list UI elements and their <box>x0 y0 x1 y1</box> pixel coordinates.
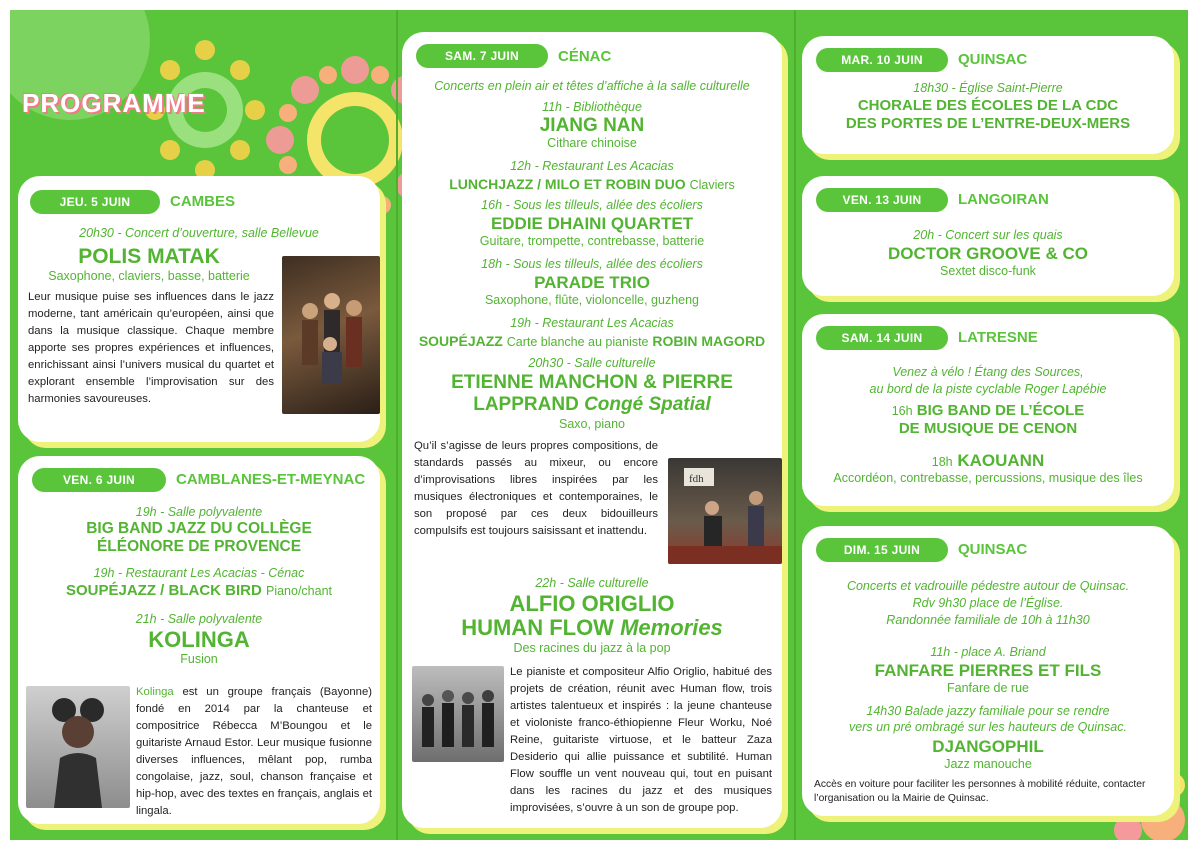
date-badge: SAM. 7 JUIN <box>416 44 548 68</box>
page-title: PROGRAMME <box>22 88 206 118</box>
date-badge: DIM. 15 JUIN <box>816 538 948 562</box>
artist-extra: Claviers <box>689 178 735 192</box>
event-time: 16h <box>891 404 913 418</box>
event-time: 18h30 - Église Saint-Pierre <box>913 81 1063 95</box>
event-time: 11h - Bibliothèque <box>542 100 642 114</box>
date-badge: SAM. 14 JUIN <box>816 326 948 350</box>
band-photo <box>412 666 504 762</box>
photo-sign: fdh <box>689 473 704 485</box>
artist-name-text: LUNCHJAZZ / MILO ET ROBIN DUO <box>449 176 686 192</box>
artist-name <box>18 520 380 556</box>
venue-town: LATRESNE <box>958 329 1038 346</box>
artist-name <box>802 402 1174 438</box>
genre: Sextet disco-funk <box>940 264 1036 278</box>
event-time: 19h - Restaurant Les Acacias - Cénac <box>93 566 305 580</box>
artist-name: DOCTOR GROOVE & CO <box>888 244 1088 263</box>
event-intro: Concerts en plein air et têtes d’affiche à la salle culturelle <box>434 79 750 93</box>
artist-name: KOLINGA <box>148 627 250 652</box>
artist-name-line: DES PORTES DE L’ENTRE-DEUX-MERS <box>845 115 1131 132</box>
project-name: Congé Spatial <box>584 394 711 415</box>
event-time: 20h30 - Concert d’ouverture, salle Bellevue <box>79 226 319 240</box>
event-intro <box>802 364 1174 398</box>
venue-town: QUINSAC <box>958 51 1028 68</box>
genre: Fusion <box>180 652 218 666</box>
event-description: Leur musique puise ses influences dans le jazz moderne, tant américain qu’européen, ainsi que dans la musique classique. Chaque membre apporte ses propres expériences et influences, enrichissant ainsi l’univers musical du quartet et explorant ensemble l’improvisation sur des harmonies savoureuses. <box>28 291 274 405</box>
event-card-ven6 <box>18 456 380 824</box>
access-note: Accès en voiture pour faciliter les personnes à mobilité réduite, contacter l’organisation ou la Mairie de Quinsac. <box>814 779 1146 804</box>
artist-name: PARADE TRIO <box>534 273 650 292</box>
event-time: 21h - Salle polyvalente <box>135 612 263 626</box>
duo-photo <box>668 458 782 564</box>
artist-name: DJANGOPHIL <box>932 737 1044 756</box>
event-time: 11h - place A. Briand <box>930 645 1046 659</box>
event-time: 19h - Salle polyvalente <box>135 505 263 519</box>
intro-line: Concerts et vadrouille pédestre autour de Quinsac. <box>846 579 1130 593</box>
event-time: 20h - Concert sur les quais <box>913 228 1063 242</box>
programme-sheet <box>10 10 1188 840</box>
artist-name-line: LAPPRAND <box>473 394 579 415</box>
artist-name <box>18 582 380 600</box>
artist-name-line: BIG BAND DE L’ÉCOLE <box>916 402 1085 419</box>
time-line: vers un pré ombragé sur les hauteurs de Quinsac. <box>849 720 1127 734</box>
artist-name: POLIS MATAK <box>78 245 220 268</box>
artist-name-line: DE MUSIQUE DE CENON <box>898 420 1078 437</box>
artist-photo <box>26 686 130 808</box>
artist-extra: Piano/chant <box>265 584 333 598</box>
artist-name: JIANG NAN <box>539 115 645 136</box>
date-badge: VEN. 6 JUIN <box>32 468 166 492</box>
artist-name-line: HUMAN FLOW <box>461 615 614 640</box>
artist-name <box>402 332 782 351</box>
venue-town: LANGOIRAN <box>958 191 1049 208</box>
artist-name-line: CHORALE DES ÉCOLES DE LA CDC <box>857 97 1119 114</box>
artist-name-text: ROBIN MAGORD <box>652 333 766 349</box>
artist-name-text: SOUPÉJAZZ <box>418 333 503 349</box>
event-card-sam14 <box>802 314 1174 506</box>
event-description: Le pianiste et compositeur Alfio Origlio, habitué des projets de création, réunit avec Human flow, trois artistes talentueux et inspirés : la jeune chanteuse et violoniste franco-éthiopienne Fleur Worku, Noé Reine, guitariste virtuose, et le batteur Zaza Desiderio qui allie puissance et subtilité. Human Flow souffle un vent nouveau qui, tout en puisant dans les racines du jazz et des musiques improvisées, s’ouvre à un son de groupe pop. <box>510 666 772 814</box>
event-card-dim15 <box>802 526 1174 816</box>
event-time: 18h - Sous les tilleuls, allée des écoliers <box>481 257 703 271</box>
artist-name: EDDIE DHAINI QUARTET <box>490 214 694 233</box>
event-time: 19h - Restaurant Les Acacias <box>510 316 674 330</box>
intro-line: au bord de la piste cyclable Roger Lapébie <box>869 382 1107 396</box>
tagline: Des racines du jazz à la pop <box>513 641 671 655</box>
instruments: Saxophone, claviers, basse, batterie <box>48 269 250 283</box>
event-card-mar10 <box>802 36 1174 154</box>
fold-line <box>396 10 398 840</box>
artist-name-line: ÉLÉONORE DE PROVENCE <box>96 538 302 555</box>
event-time: 20h30 - Salle culturelle <box>528 356 656 370</box>
event-card-jeu5 <box>18 176 380 442</box>
venue-town: CAMBLANES-ET-MEYNAC <box>176 471 366 488</box>
venue-town: CÉNAC <box>558 48 612 65</box>
artist-name <box>402 592 782 640</box>
instruments: Cithare chinoise <box>547 136 637 150</box>
instruments: Saxo, piano <box>558 417 626 431</box>
intro-line: Venez à vélo ! Étang des Sources, <box>892 365 1084 379</box>
event-time: 18h <box>931 455 953 469</box>
band-photo <box>282 256 380 414</box>
intro-line: Rdv 9h30 place de l’Église. <box>912 596 1064 610</box>
instruments: Guitare, trompette, contrebasse, batterie <box>479 234 705 248</box>
event-time: 16h - Sous les tilleuls, allée des écoliers <box>481 198 703 212</box>
event-intro <box>802 578 1174 629</box>
genre: Fanfare de rue <box>947 681 1029 695</box>
date-badge: MAR. 10 JUIN <box>816 48 948 72</box>
event-description: Qu’il s’agisse de leurs propres compositions, de standards passés au mixeur, ou encore d’improvisations libres inspirées par les musiques électroniques et contemporaines, le son proposé par ces deux bidouilleurs compulsifs est toujours saisissant et inattendu. <box>414 440 658 537</box>
artist-name: FANFARE PIERRES ET FILS <box>874 661 1102 680</box>
artist-name <box>802 451 1174 472</box>
event-time: 22h - Salle culturelle <box>535 576 649 590</box>
date-badge: VEN. 13 JUIN <box>816 188 948 212</box>
artist-name-text: KAOUANN <box>957 451 1045 470</box>
artist-name-inline: Kolinga <box>136 686 174 698</box>
instruments: Saxophone, flûte, violoncelle, guzheng <box>484 293 700 307</box>
event-card-sam7 <box>402 32 782 828</box>
artist-name <box>402 175 782 194</box>
instruments: Accordéon, contrebasse, percussions, musique des îles <box>833 471 1143 485</box>
artist-name-line: ALFIO ORIGLIO <box>509 591 675 616</box>
venue-town: CAMBES <box>170 193 236 210</box>
artist-name-line: ETIENNE MANCHON & PIERRE <box>451 372 733 393</box>
description-text: est un groupe français (Bayonne) fondé en 2014 par la chanteuse et compositrice Rébecca M’Boungou et le guitariste Arnaud Estor. Leur musique fusionne diverses influences, mêlant pop, rumba congolaise, jazz, soul, chanson française et hip-hop, avec des textes en français, anglais et lingala. <box>136 686 372 817</box>
event-description <box>136 684 372 820</box>
date-badge: JEU. 5 JUIN <box>30 190 160 214</box>
artist-name-line: BIG BAND JAZZ DU COLLÈGE <box>86 520 312 537</box>
event-time <box>802 703 1174 735</box>
genre: Jazz manouche <box>944 757 1032 771</box>
artist-extra: Carte blanche au pianiste <box>506 335 649 349</box>
intro-line: Randonnée familiale de 10h à 11h30 <box>886 613 1090 627</box>
fold-line <box>794 10 796 840</box>
time-line: 14h30 Balade jazzy familiale pour se rendre <box>866 704 1110 718</box>
artist-name <box>402 372 782 416</box>
artist-name-text: SOUPÉJAZZ / BLACK BIRD <box>65 582 262 599</box>
project-name: Memories <box>620 615 723 640</box>
event-card-ven13 <box>802 176 1174 296</box>
event-time: 12h - Restaurant Les Acacias <box>510 159 674 173</box>
venue-town: QUINSAC <box>958 541 1028 558</box>
artist-name <box>802 97 1174 133</box>
